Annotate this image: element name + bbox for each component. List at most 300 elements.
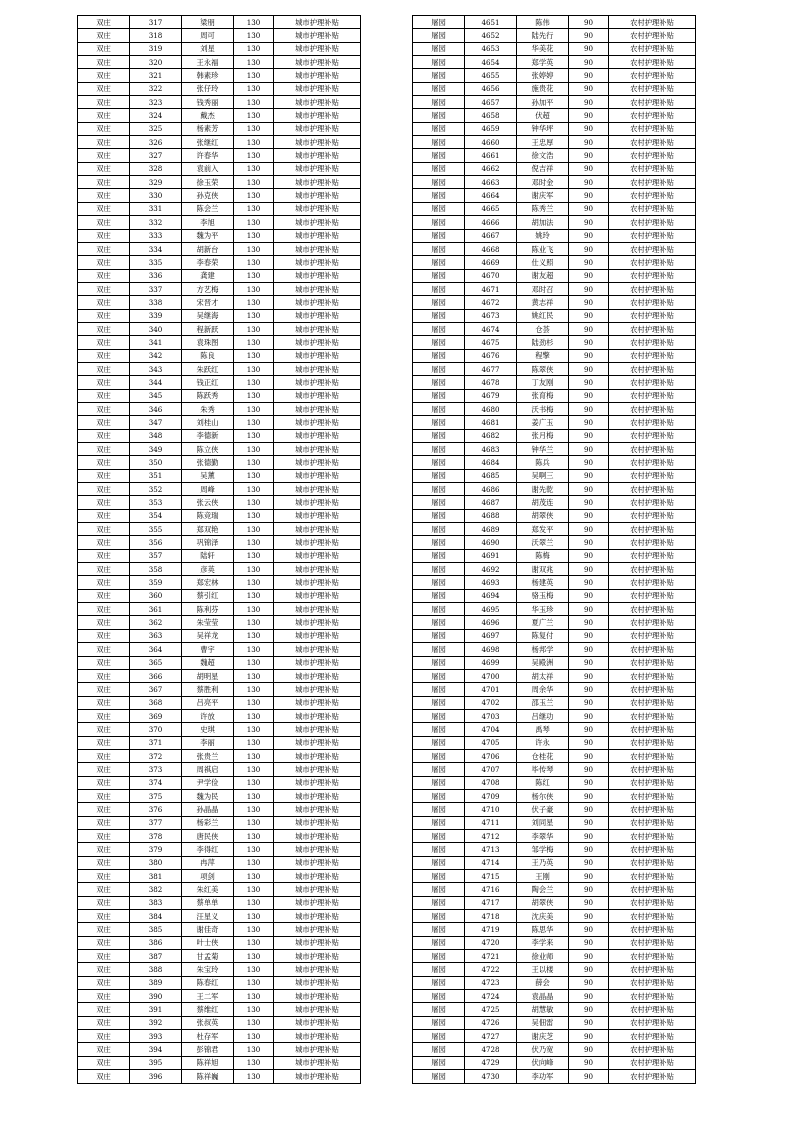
serial-number-cell: 358	[130, 563, 182, 576]
amount-cell: 130	[234, 96, 274, 109]
amount-cell: 90	[569, 936, 609, 949]
subsidy-type-cell: 农村护理补贴	[609, 309, 696, 322]
amount-cell: 130	[234, 576, 274, 589]
subsidy-type-cell: 农村护理补贴	[609, 669, 696, 682]
town-cell: 屠园	[413, 829, 465, 842]
serial-number-cell: 357	[130, 549, 182, 562]
town-cell: 屠园	[413, 643, 465, 656]
town-cell: 屠园	[413, 69, 465, 82]
table-row	[78, 122, 361, 135]
amount-cell: 130	[234, 162, 274, 175]
amount-cell: 90	[569, 749, 609, 762]
amount-cell: 130	[234, 1003, 274, 1016]
table-row	[413, 336, 696, 349]
town-cell: 屠园	[413, 843, 465, 856]
name-cell: 张云侠	[182, 496, 234, 509]
subsidy-type-cell: 城市护理补贴	[274, 416, 361, 429]
table-row	[78, 69, 361, 82]
serial-number-cell: 385	[130, 923, 182, 936]
table-row	[78, 549, 361, 562]
serial-number-cell: 4656	[465, 82, 517, 95]
name-cell: 曹宇	[182, 643, 234, 656]
town-cell: 双庄	[78, 1030, 130, 1043]
table-row	[413, 696, 696, 709]
table-row	[78, 669, 361, 682]
name-cell: 袁前入	[182, 162, 234, 175]
table-row	[413, 429, 696, 442]
serial-number-cell: 319	[130, 42, 182, 55]
name-cell: 邵玉兰	[517, 696, 569, 709]
amount-cell: 130	[234, 242, 274, 255]
subsidy-type-cell: 城市护理补贴	[274, 923, 361, 936]
amount-cell: 90	[569, 589, 609, 602]
town-cell: 屠园	[413, 789, 465, 802]
table-row	[78, 29, 361, 42]
town-cell: 双庄	[78, 776, 130, 789]
name-cell: 仓荟	[517, 322, 569, 335]
serial-number-cell: 4696	[465, 616, 517, 629]
name-cell: 彭锦君	[182, 1043, 234, 1056]
town-cell: 屠园	[413, 336, 465, 349]
serial-number-cell: 368	[130, 696, 182, 709]
subsidy-type-cell: 农村护理补贴	[609, 322, 696, 335]
subsidy-type-cell: 城市护理补贴	[274, 616, 361, 629]
town-cell: 屠园	[413, 109, 465, 122]
serial-number-cell: 347	[130, 416, 182, 429]
subsidy-type-cell: 城市护理补贴	[274, 963, 361, 976]
table-row	[78, 256, 361, 269]
town-cell: 屠园	[413, 549, 465, 562]
serial-number-cell: 349	[130, 443, 182, 456]
name-cell: 陆轩	[182, 549, 234, 562]
amount-cell: 130	[234, 389, 274, 402]
table-row	[78, 242, 361, 255]
serial-number-cell: 350	[130, 456, 182, 469]
town-cell: 屠园	[413, 963, 465, 976]
serial-number-cell: 4722	[465, 963, 517, 976]
subsidy-type-cell: 农村护理补贴	[609, 1043, 696, 1056]
town-cell: 双庄	[78, 189, 130, 202]
subsidy-type-cell: 城市护理补贴	[274, 656, 361, 669]
amount-cell: 130	[234, 683, 274, 696]
serial-number-cell: 4694	[465, 589, 517, 602]
amount-cell: 90	[569, 336, 609, 349]
serial-number-cell: 356	[130, 536, 182, 549]
subsidy-type-cell: 城市护理补贴	[274, 136, 361, 149]
table-row	[413, 456, 696, 469]
town-cell: 屠园	[413, 1070, 465, 1083]
serial-number-cell: 4713	[465, 843, 517, 856]
serial-number-cell: 4681	[465, 416, 517, 429]
serial-number-cell: 4668	[465, 242, 517, 255]
table-row	[413, 82, 696, 95]
table-row	[413, 1030, 696, 1043]
town-cell: 屠园	[413, 242, 465, 255]
subsidy-type-cell: 城市护理补贴	[274, 56, 361, 69]
name-cell: 谢庆军	[517, 189, 569, 202]
amount-cell: 130	[234, 789, 274, 802]
name-cell: 陈会兰	[182, 202, 234, 215]
subsidy-type-cell: 农村护理补贴	[609, 122, 696, 135]
name-cell: 邹学梅	[517, 843, 569, 856]
table-row	[78, 189, 361, 202]
town-cell: 屠园	[413, 96, 465, 109]
town-cell: 双庄	[78, 709, 130, 722]
amount-cell: 90	[569, 456, 609, 469]
name-cell: 仓桂花	[517, 749, 569, 762]
name-cell: 杨建英	[517, 576, 569, 589]
left-table-body	[78, 16, 361, 1084]
name-cell: 王忠厚	[517, 136, 569, 149]
name-cell: 伏向峰	[517, 1056, 569, 1069]
subsidy-type-cell: 城市护理补贴	[274, 536, 361, 549]
serial-number-cell: 4690	[465, 536, 517, 549]
town-cell: 双庄	[78, 296, 130, 309]
serial-number-cell: 4695	[465, 603, 517, 616]
amount-cell: 130	[234, 523, 274, 536]
amount-cell: 130	[234, 749, 274, 762]
amount-cell: 90	[569, 496, 609, 509]
amount-cell: 90	[569, 950, 609, 963]
subsidy-type-cell: 农村护理补贴	[609, 296, 696, 309]
amount-cell: 130	[234, 189, 274, 202]
town-cell: 屠园	[413, 362, 465, 375]
town-cell: 双庄	[78, 416, 130, 429]
table-row	[78, 816, 361, 829]
town-cell: 屠园	[413, 56, 465, 69]
table-row	[78, 162, 361, 175]
amount-cell: 130	[234, 870, 274, 883]
table-row	[413, 709, 696, 722]
name-cell: 龚建	[182, 269, 234, 282]
subsidy-type-cell: 农村护理补贴	[609, 496, 696, 509]
amount-cell: 90	[569, 322, 609, 335]
name-cell: 施贵花	[517, 82, 569, 95]
subsidy-type-cell: 城市护理补贴	[274, 696, 361, 709]
subsidy-type-cell: 农村护理补贴	[609, 443, 696, 456]
name-cell: 郑学英	[517, 56, 569, 69]
name-cell: 禹琴	[517, 723, 569, 736]
name-cell: 陈伟	[517, 16, 569, 29]
name-cell: 胡新台	[182, 242, 234, 255]
name-cell: 许放	[182, 709, 234, 722]
serial-number-cell: 340	[130, 322, 182, 335]
town-cell: 屠园	[413, 950, 465, 963]
table-row	[413, 349, 696, 362]
table-row	[78, 950, 361, 963]
serial-number-cell: 4712	[465, 829, 517, 842]
town-cell: 屠园	[413, 162, 465, 175]
name-cell: 蔡胜利	[182, 683, 234, 696]
town-cell: 屠园	[413, 576, 465, 589]
name-cell: 胡茂连	[517, 496, 569, 509]
serial-number-cell: 4658	[465, 109, 517, 122]
serial-number-cell: 4682	[465, 429, 517, 442]
name-cell: 薛会	[517, 976, 569, 989]
table-row	[78, 856, 361, 869]
table-row	[78, 176, 361, 189]
serial-number-cell: 4683	[465, 443, 517, 456]
table-row	[78, 870, 361, 883]
serial-number-cell: 379	[130, 843, 182, 856]
town-cell: 双庄	[78, 589, 130, 602]
serial-number-cell: 4704	[465, 723, 517, 736]
subsidy-type-cell: 农村护理补贴	[609, 1070, 696, 1083]
table-row	[413, 309, 696, 322]
town-cell: 双庄	[78, 269, 130, 282]
serial-number-cell: 4677	[465, 362, 517, 375]
amount-cell: 130	[234, 322, 274, 335]
amount-cell: 90	[569, 16, 609, 29]
subsidy-type-cell: 农村护理补贴	[609, 202, 696, 215]
town-cell: 屠园	[413, 616, 465, 629]
table-row	[413, 629, 696, 642]
name-cell: 姚红民	[517, 309, 569, 322]
amount-cell: 130	[234, 910, 274, 923]
amount-cell: 90	[569, 443, 609, 456]
table-row	[413, 296, 696, 309]
amount-cell: 90	[569, 696, 609, 709]
town-cell: 屠园	[413, 176, 465, 189]
town-cell: 双庄	[78, 109, 130, 122]
table-row	[78, 376, 361, 389]
table-row	[413, 816, 696, 829]
serial-number-cell: 4661	[465, 149, 517, 162]
table-row	[413, 242, 696, 255]
serial-number-cell: 4726	[465, 1016, 517, 1029]
town-cell: 双庄	[78, 536, 130, 549]
amount-cell: 130	[234, 69, 274, 82]
table-row	[78, 309, 361, 322]
name-cell: 谢佳奇	[182, 923, 234, 936]
subsidy-type-cell: 农村护理补贴	[609, 1016, 696, 1029]
table-row	[78, 389, 361, 402]
serial-number-cell: 384	[130, 910, 182, 923]
name-cell: 张月梅	[517, 429, 569, 442]
amount-cell: 130	[234, 536, 274, 549]
name-cell: 邓时金	[517, 176, 569, 189]
name-cell: 陈兵	[517, 456, 569, 469]
serial-number-cell: 4657	[465, 96, 517, 109]
subsidy-type-cell: 农村护理补贴	[609, 1003, 696, 1016]
name-cell: 李学来	[517, 936, 569, 949]
serial-number-cell: 4671	[465, 282, 517, 295]
amount-cell: 130	[234, 736, 274, 749]
table-row	[78, 829, 361, 842]
name-cell: 钟华坪	[517, 122, 569, 135]
subsidy-type-cell: 城市护理补贴	[274, 443, 361, 456]
amount-cell: 130	[234, 816, 274, 829]
subsidy-type-cell: 城市护理补贴	[274, 576, 361, 589]
serial-number-cell: 374	[130, 776, 182, 789]
table-row	[78, 603, 361, 616]
town-cell: 屠园	[413, 42, 465, 55]
table-row	[413, 189, 696, 202]
town-cell: 屠园	[413, 443, 465, 456]
serial-number-cell: 4676	[465, 349, 517, 362]
serial-number-cell: 382	[130, 883, 182, 896]
town-cell: 双庄	[78, 910, 130, 923]
subsidy-type-cell: 城市护理补贴	[274, 523, 361, 536]
town-cell: 双庄	[78, 483, 130, 496]
subsidy-type-cell: 农村护理补贴	[609, 256, 696, 269]
subsidy-type-cell: 农村护理补贴	[609, 523, 696, 536]
town-cell: 屠园	[413, 656, 465, 669]
amount-cell: 90	[569, 416, 609, 429]
amount-cell: 90	[569, 923, 609, 936]
serial-number-cell: 336	[130, 269, 182, 282]
name-cell: 吴殿洲	[517, 656, 569, 669]
name-cell: 朱秀	[182, 402, 234, 415]
name-cell: 骆玉梅	[517, 589, 569, 602]
name-cell: 蔡单单	[182, 896, 234, 909]
subsidy-type-cell: 农村护理补贴	[609, 229, 696, 242]
table-row	[413, 96, 696, 109]
serial-number-cell: 4716	[465, 883, 517, 896]
amount-cell: 130	[234, 603, 274, 616]
amount-cell: 90	[569, 1016, 609, 1029]
subsidy-type-cell: 城市护理补贴	[274, 950, 361, 963]
serial-number-cell: 396	[130, 1070, 182, 1083]
town-cell: 屠园	[413, 402, 465, 415]
subsidy-type-cell: 农村护理补贴	[609, 883, 696, 896]
subsidy-type-cell: 城市护理补贴	[274, 483, 361, 496]
name-cell: 李翠华	[517, 829, 569, 842]
town-cell: 双庄	[78, 563, 130, 576]
table-row	[413, 643, 696, 656]
subsidy-type-cell: 农村护理补贴	[609, 709, 696, 722]
town-cell: 屠园	[413, 629, 465, 642]
name-cell: 徐业师	[517, 950, 569, 963]
amount-cell: 130	[234, 349, 274, 362]
town-cell: 屠园	[413, 309, 465, 322]
serial-number-cell: 324	[130, 109, 182, 122]
table-row	[413, 496, 696, 509]
subsidy-type-cell: 城市护理补贴	[274, 1056, 361, 1069]
subsidy-type-cell: 农村护理补贴	[609, 389, 696, 402]
serial-number-cell: 365	[130, 656, 182, 669]
serial-number-cell: 4710	[465, 803, 517, 816]
name-cell: 陈翠侠	[517, 362, 569, 375]
name-cell: 陆先行	[517, 29, 569, 42]
name-cell: 倪吉祥	[517, 162, 569, 175]
name-cell: 蔡引红	[182, 589, 234, 602]
name-cell: 吴啊三	[517, 469, 569, 482]
town-cell: 双庄	[78, 376, 130, 389]
serial-number-cell: 390	[130, 990, 182, 1003]
serial-number-cell: 334	[130, 242, 182, 255]
town-cell: 双庄	[78, 576, 130, 589]
name-cell: 张继红	[182, 136, 234, 149]
subsidy-type-cell: 农村护理补贴	[609, 242, 696, 255]
subsidy-type-cell: 农村护理补贴	[609, 96, 696, 109]
subsidy-type-cell: 城市护理补贴	[274, 469, 361, 482]
table-row	[413, 443, 696, 456]
amount-cell: 90	[569, 829, 609, 842]
town-cell: 屠园	[413, 523, 465, 536]
subsidy-type-cell: 农村护理补贴	[609, 990, 696, 1003]
table-row	[78, 269, 361, 282]
subsidy-type-cell: 农村护理补贴	[609, 42, 696, 55]
subsidy-type-cell: 城市护理补贴	[274, 376, 361, 389]
table-row	[78, 483, 361, 496]
serial-number-cell: 4673	[465, 309, 517, 322]
table-row	[413, 1043, 696, 1056]
name-cell: 王刚	[517, 870, 569, 883]
town-cell: 屠园	[413, 803, 465, 816]
table-row	[413, 883, 696, 896]
town-cell: 双庄	[78, 202, 130, 215]
serial-number-cell: 4698	[465, 643, 517, 656]
subsidy-type-cell: 农村护理补贴	[609, 509, 696, 522]
town-cell: 双庄	[78, 456, 130, 469]
name-cell: 朱宝玲	[182, 963, 234, 976]
subsidy-type-cell: 城市护理补贴	[274, 29, 361, 42]
subsidy-type-cell: 农村护理补贴	[609, 162, 696, 175]
table-row	[78, 402, 361, 415]
table-row	[413, 256, 696, 269]
amount-cell: 130	[234, 309, 274, 322]
subsidy-type-cell: 农村护理补贴	[609, 896, 696, 909]
amount-cell: 130	[234, 202, 274, 215]
town-cell: 屠园	[413, 1056, 465, 1069]
town-cell: 双庄	[78, 669, 130, 682]
serial-number-cell: 4711	[465, 816, 517, 829]
name-cell: 史琪	[182, 723, 234, 736]
serial-number-cell: 389	[130, 976, 182, 989]
serial-number-cell: 371	[130, 736, 182, 749]
town-cell: 双庄	[78, 856, 130, 869]
table-row	[413, 109, 696, 122]
town-cell: 双庄	[78, 843, 130, 856]
table-row	[78, 456, 361, 469]
subsidy-type-cell: 城市护理补贴	[274, 589, 361, 602]
table-row	[413, 1070, 696, 1083]
name-cell: 徐文浩	[517, 149, 569, 162]
subsidy-type-cell: 农村护理补贴	[609, 870, 696, 883]
left-subsidy-table	[77, 15, 361, 1084]
table-row	[78, 683, 361, 696]
serial-number-cell: 4674	[465, 322, 517, 335]
name-cell: 胡翠侠	[517, 896, 569, 909]
serial-number-cell: 345	[130, 389, 182, 402]
serial-number-cell: 4707	[465, 763, 517, 776]
table-row	[413, 202, 696, 215]
serial-number-cell: 4715	[465, 870, 517, 883]
serial-number-cell: 4727	[465, 1030, 517, 1043]
name-cell: 吕继功	[517, 709, 569, 722]
town-cell: 双庄	[78, 42, 130, 55]
town-cell: 双庄	[78, 923, 130, 936]
town-cell: 双庄	[78, 309, 130, 322]
subsidy-type-cell: 城市护理补贴	[274, 789, 361, 802]
subsidy-type-cell: 农村护理补贴	[609, 402, 696, 415]
name-cell: 韩素珍	[182, 69, 234, 82]
town-cell: 屠园	[413, 1003, 465, 1016]
serial-number-cell: 321	[130, 69, 182, 82]
amount-cell: 90	[569, 469, 609, 482]
serial-number-cell: 4651	[465, 16, 517, 29]
name-cell: 王乃英	[517, 856, 569, 869]
subsidy-type-cell: 农村护理补贴	[609, 29, 696, 42]
subsidy-type-cell: 城市护理补贴	[274, 282, 361, 295]
town-cell: 屠园	[413, 870, 465, 883]
serial-number-cell: 4693	[465, 576, 517, 589]
table-row	[413, 229, 696, 242]
name-cell: 项剑	[182, 870, 234, 883]
town-cell: 双庄	[78, 523, 130, 536]
name-cell: 钱秀丽	[182, 96, 234, 109]
